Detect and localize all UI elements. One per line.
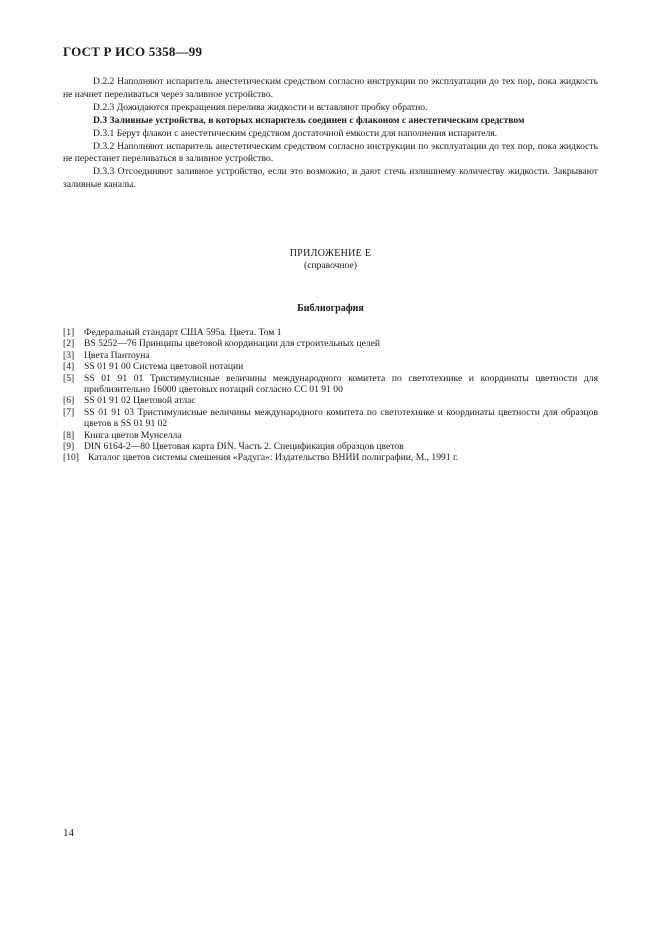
bibliography-item-number: [2] [63, 338, 75, 350]
bibliography-item [63, 395, 598, 406]
bibliography-item-number: [5] [63, 372, 75, 384]
bibliography-item-number: [7] [63, 406, 75, 418]
bibliography-item [63, 407, 598, 430]
bibliography-item-text: Цвета Пантоуна [84, 349, 150, 361]
bibliography-item-text: SS 01 91 03 Тристимулисные величины международного комитета по светотехнике и координаты цветности для образцов цветов в SS 01 91 02 [84, 406, 598, 430]
paragraph-d-3-1: D.3.1 Берут флакон с анестетическим средством достаточной емкости для наполнения испарителя. [93, 127, 498, 139]
bibliography-item [63, 327, 598, 338]
bibliography-item [63, 452, 598, 463]
bibliography-heading: Библиография [297, 303, 364, 314]
paragraph-d-3-3: D.3.3 Отсоединяют заливное устройство, если это возможно, и дают стечь излишнему количеству жидкости. Закрывают заливные каналы. [63, 166, 598, 191]
paragraph-d-3-2: D.3.2 Наполняют испаритель анестетическим средством согласно инструкции по эксплуатации до тех пор, пока жидкость не перестанет переливаться в заливное устройство. [63, 140, 598, 165]
heading-d-3: D.3 Заливные устройства, в которых испаритель соединен с флаконом с анестетическим средством [93, 114, 525, 126]
section-d-body [63, 76, 598, 192]
bibliography-item-text: Федеральный стандарт США 595а. Цвета. Том 1 [84, 327, 282, 338]
bibliography-item [63, 430, 598, 441]
bibliography-item-number: [6] [63, 395, 75, 407]
page-number: 14 [63, 827, 74, 839]
bibliography-item [63, 441, 598, 452]
bibliography-item [63, 361, 598, 372]
bibliography-list [63, 327, 598, 464]
bibliography-item [63, 373, 598, 396]
paragraph-d-2-3: D.2.3 Дожидаются прекращения перелива жидкости и вставляют пробку обратно. [93, 101, 428, 113]
bibliography-item-number: [4] [63, 361, 75, 373]
bibliography-item-number: [1] [63, 327, 75, 338]
bibliography-item-text: Каталог цветов системы смешения «Радуга»: Издательство ВНИИ полиграфии, М., 1991 г. [88, 452, 459, 464]
bibliography-item [63, 338, 598, 349]
bibliography-item-number: [9] [63, 441, 75, 453]
bibliography-item [63, 350, 598, 361]
bibliography-item-number: [8] [63, 429, 75, 441]
bibliography-item-text: DIN 6164-2—80 Цветовая карта DIN. Часть 2. Спецификация образцов цветов [84, 441, 404, 453]
document-header: ГОСТ Р ИСО 5358—99 [63, 44, 203, 59]
bibliography-item-text: Книга цветов Мунселла [84, 429, 182, 441]
appendix-subtitle: (справочное) [304, 260, 357, 271]
bibliography-item-text: BS 5252—76 Принципы цветовой координации для строительных целей [84, 338, 381, 350]
appendix-title: ПРИЛОЖЕНИЕ Е [289, 248, 372, 259]
bibliography-item-number: [10] [63, 452, 79, 464]
bibliography-item-number: [3] [63, 349, 75, 361]
paragraph-d-2-2: D.2.2 Наполняют испаритель анестетическим средством согласно инструкции по эксплуатации до тех пор, пока жидкость не начнет переливаться через заливное устройство. [63, 76, 598, 100]
bibliography-item-text: SS 01 91 00 Система цветовой нотации [84, 361, 244, 373]
bibliography-item-text: SS 01 91 02 Цветовой атлас [84, 395, 196, 407]
bibliography-item-text: SS 01 91 01 Тристимулисные величины международного комитета по светотехнике и координаты цветности для приблизительно 16000 цветовых нотаций согласно СС 01 91 00 [84, 372, 598, 396]
